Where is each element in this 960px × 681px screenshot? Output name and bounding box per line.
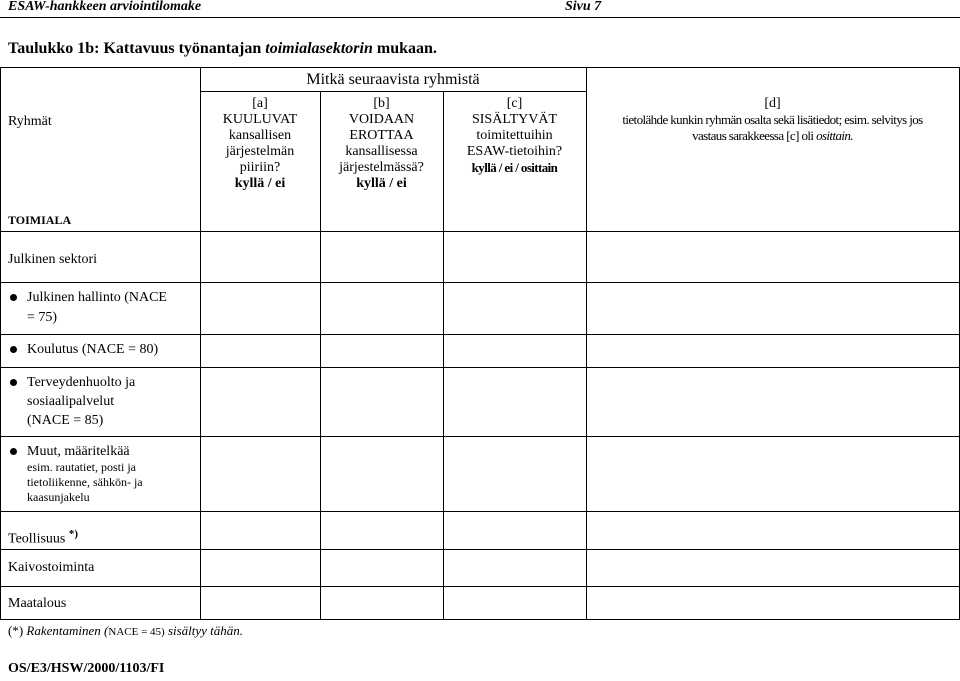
column-c-header: [c] SISÄLTYVÄT toimitettuihin ESAW-tietoihin? kyllä / ei / osittain: [466, 96, 563, 175]
section-header-toimiala: TOIMIALA: [8, 213, 72, 227]
row-kaivostoiminta: Kaivostoiminta: [8, 560, 95, 575]
row-header-ryhmat: Ryhmät: [8, 114, 52, 129]
group-header: Mitkä seuraavista ryhmistä: [306, 71, 480, 88]
row-julkinen-sektori: Julkinen sektori: [8, 252, 98, 267]
row-maatalous: Maatalous: [8, 596, 67, 611]
table-title: Taulukko 1b: Kattavuus työnantajan toimialasektorin mukaan.: [8, 40, 437, 57]
page-header: [0, 0, 960, 18]
bullet-icon: [10, 294, 17, 301]
bullet-icon: [10, 448, 17, 455]
row-teollisuus: Teollisuus *): [8, 528, 79, 547]
document-title: ESAW-hankkeen arviointilomake: [8, 0, 202, 14]
column-d-header: [d] tietolähde kunkin ryhmän osalta sekä lisätiedot; esim. selvitys jos vastaus sarakkeessa [c] oli osittain.: [622, 96, 923, 143]
document-code: OS/E3/HSW/2000/1103/FI: [8, 661, 165, 676]
column-b-header: [b] VOIDAAN EROTTAA kansallisessa järjestelmässä? kyllä / ei: [339, 96, 424, 191]
footnote: (*) Rakentaminen (NACE = 45) sisältyy tähän.: [8, 623, 244, 638]
page-number: Sivu 7: [565, 0, 602, 14]
bullet-icon: [10, 379, 17, 386]
bullet-icon: [10, 346, 17, 353]
column-a-header: [a] KUULUVAT kansallisen järjestelmän piiriin? kyllä / ei: [222, 96, 298, 191]
